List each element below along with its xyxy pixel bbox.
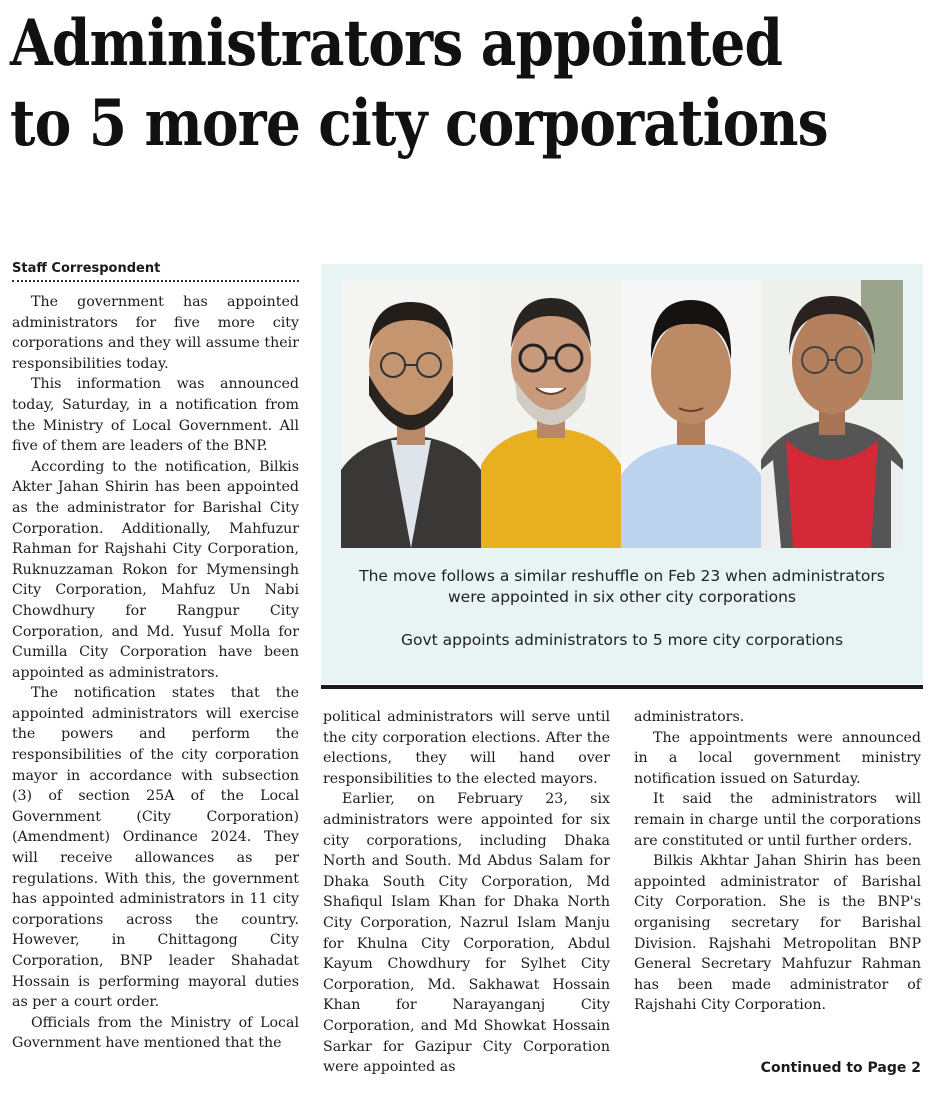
portrait-photo-2 [481, 280, 621, 548]
photo-feature [321, 264, 923, 684]
paragraph: Bilkis Akhtar Jahan Shirin has been appointed administrator of Barishal City Corporation. She is the BNP's organising secretary for Barishal Division. Rajshahi Metropolitan BNP General Secretary Mahfuzur Rahman has been made administrator of Rajshahi City Corporation. [634, 853, 921, 1014]
paragraph: This information was announced today, Saturday, in a notification from the Ministry of Local Government. All five of them are leaders of the BNP. [12, 376, 299, 455]
paragraph: It said the administrators will remain in charge until the corporations are constituted or until further orders. [634, 791, 921, 849]
paragraph: According to the notification, Bilkis Akter Jahan Shirin has been appointed as the administrator for Barishal City Corporation. Additionally, Mahfuzur Rahman for Rajshahi City Corporation, Ruknuzzaman Rokon for Mymensingh City Corporation, Mahfuz Un Nabi Chowdhury for Rangpur City Corporation, and Md. Yusuf Molla for Cumilla City Corporation have been appointed as administrators. [12, 458, 299, 681]
divider [321, 685, 923, 689]
paragraph: Officials from the Ministry of Local Government have mentioned that the [12, 1014, 299, 1052]
photo-strip [341, 280, 903, 548]
photo-subcaption: Govt appoints administrators to 5 more city corporations [400, 631, 844, 649]
paragraph: administrators. [634, 709, 745, 725]
portrait-photo-1 [341, 280, 481, 548]
paragraph: Earlier, on February 23, six administrators were appointed for six city corporations, including Dhaka North and South. Md Abdus Salam for Dhaka South City Corporation, Md Shafiqul Islam Khan for Dhaka North City Corporation, Nazrul Islam Manju for Khulna City Corporation, Abdul Kayum Chowdhury for Sylhet City Corporation, Md. Sakhawat Hossain Khan for Narayanganj City Corporation, and Md Showkat Hossain Sarkar for Gazipur City Corporation were appointed as [323, 791, 610, 1076]
paragraph: The notification states that the appointed administrators will exercise the powers and perform the responsibilities of the city corporation mayor in accordance with subsection (3) of section 25A of the Local Government (City Corporation) (Amendment) Ordinance 2024. They will receive allowances as per regulations. With this, the government has appointed administrators in 11 city corporations across the country. However, in Chittagong City Corporation, BNP leader Shahadat Hossain is performing mayoral duties as per a court order. [12, 685, 299, 1011]
article-column-3 [634, 707, 921, 1016]
portrait-photo-3 [621, 280, 761, 548]
article-column-2 [323, 707, 610, 1078]
photo-caption: The move follows a similar reshuffle on Feb 23 when administrators were appointed in six other city corporations [359, 567, 885, 606]
paragraph: The appointments were announced in a local government ministry notification issued on Saturday. [634, 729, 921, 787]
byline: Staff Correspondent [12, 261, 299, 282]
article-column-1 [12, 292, 299, 1054]
continued-note: Continued to Page 2 [760, 1060, 921, 1076]
paragraph: political administrators will serve until the city corporation elections. After the elections, they will hand over responsibilities to the elected mayors. [323, 709, 610, 787]
headline-line-2: to 5 more city corporations [10, 86, 828, 161]
paragraph: The government has appointed administrators for five more city corporations and they will assume their responsibilities today. [12, 294, 299, 372]
headline-line-1: Administrators appointed [10, 6, 783, 81]
headline [10, 4, 828, 164]
portrait-photo-4 [761, 280, 903, 548]
